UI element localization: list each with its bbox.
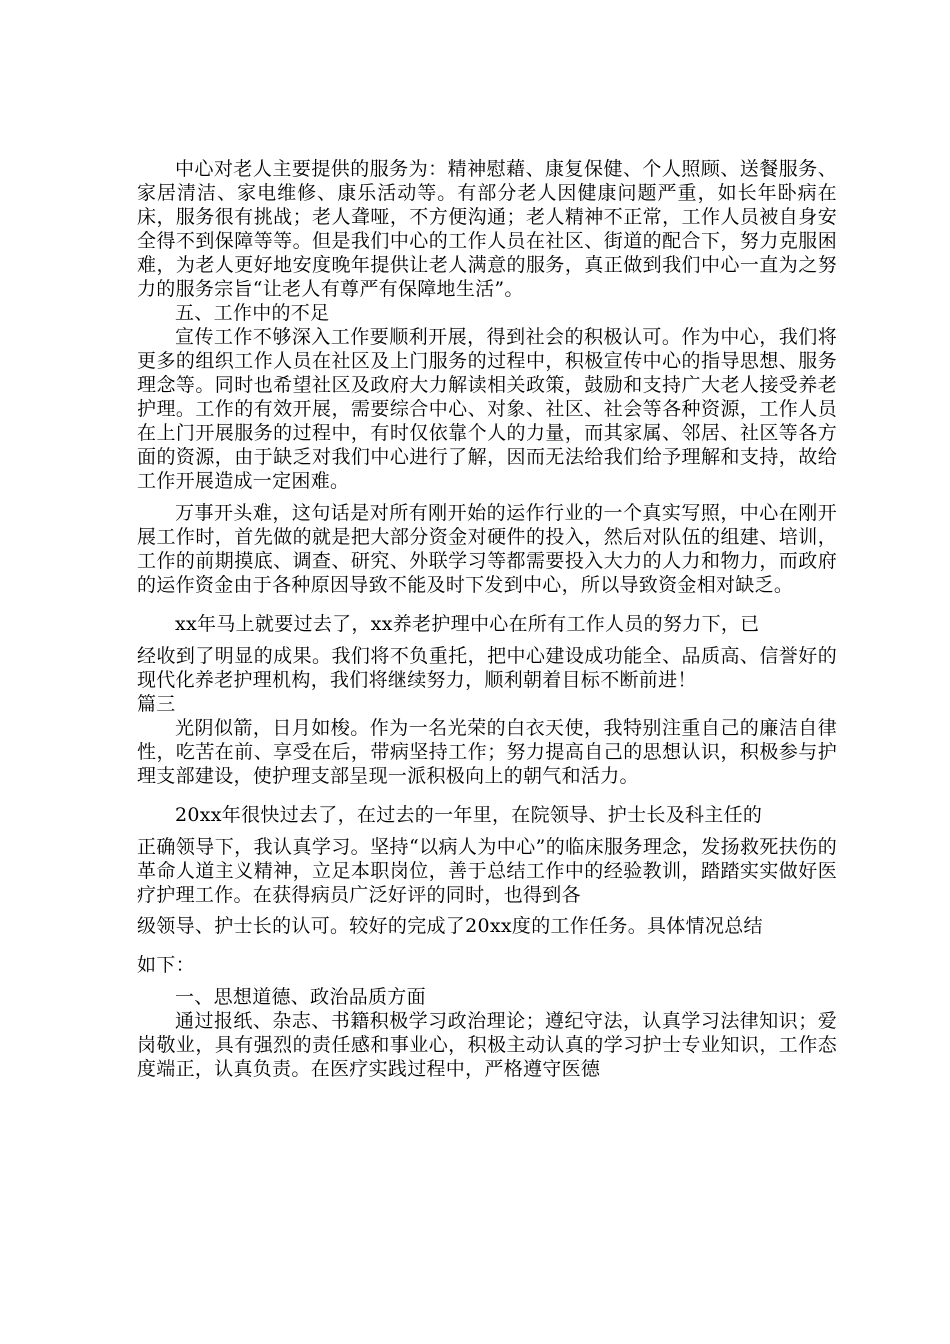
paragraph-year-end <box>137 605 837 644</box>
paragraph-funding: 万事开头难，这句话是对所有刚开始的运作行业的一个真实写照，中心在刚开展工作时，首先做的就是把大部分资金对硬件的投入，然后对队伍的组建、培训，工作的前期摸底、调查、研究、外联学习等都需要投入大力的人力和物力，而政府的运作资金由于各种原因导致不能及时下发到中心，所以导致资金相对缺乏。 <box>137 502 837 596</box>
document-page <box>137 157 837 1081</box>
paragraph-past-year <box>137 796 837 835</box>
heading-shortcomings: 五、工作中的不足 <box>175 302 330 324</box>
paragraph-services: 中心对老人主要提供的服务为：精神慰藉、康复保健、个人照顾、送餐服务、家居清洁、家电维修、康乐活动等。有部分老人因健康问题严重，如长年卧病在床，服务很有挑战；老人聋哑，不方便沟通；老人精神不正常，工作人员被自身安全得不到保障等等。但是我们中心的工作人员在社区、街道的配合下，努力克服困难，为老人更好地安度晚年提供让老人满意的服务，真正做到我们中心一直为之努力的服务宗旨“让老人有尊严有保障地生活”。 <box>137 158 837 300</box>
paragraph-year-end-line: xx年马上就要过去了，xx养老护理中心在所有工作人员的努力下，已 <box>175 613 760 635</box>
paragraph-recognition-line: 级领导、护士长的认可。较好的完成了20xx度的工作任务。具体情况总结 <box>137 915 763 937</box>
heading-ethics: 一、思想道德、政治品质方面 <box>175 986 426 1008</box>
section-label: 篇三 <box>137 693 176 715</box>
paragraph-time-flies: 光阴似箭，日月如梭。作为一名光荣的白衣天使，我特别注重自己的廉洁自律性，吃苦在前、享受在后，带病坚持工作；努力提高自己的思想认识，积极参与护理支部建设，使护理支部呈现一派积极向上的朝气和活力。 <box>137 717 837 787</box>
paragraph-study: 通过报纸、杂志、书籍积极学习政治理论；遵纪守法，认真学习法律知识；爱岗敬业，具有强烈的责任感和事业心，积极主动认真的学习护士专业知识，工作态度端正，认真负责。在医疗实践过程中，严格遵守医德 <box>137 1010 837 1080</box>
paragraph-publicity: 宣传工作不够深入工作要顺利开展，得到社会的积极认可。作为中心，我们将更多的组织工作人员在社区及上门服务的过程中，积极宣传中心的指导思想、服务理念等。同时也希望社区及政府大力解读相关政策，鼓励和支持广大老人接受养老护理。工作的有效开展，需要综合中心、对象、社区、社会等各种资源，工作人员在上门开展服务的过程中，有时仅依靠个人的力量，而其家属、邻居、社区等各方面的资源，由于缺乏对我们中心进行了解，因而无法给我们给予理解和支持，故给工作开展造成一定困难。 <box>137 326 837 492</box>
paragraph-as-follows-line: 如下： <box>137 954 195 976</box>
paragraph-recognition <box>137 907 837 946</box>
paragraph-as-follows <box>137 946 837 985</box>
paragraph-past-year-line: 20xx年很快过去了，在过去的一年里，在院领导、护士长及科主任的 <box>175 804 763 826</box>
paragraph-leadership: 正确领导下，我认真学习。坚持“以病人为中心”的临床服务理念，发扬救死扶伤的革命人道主义精神，立足本职岗位，善于总结工作中的经验教训，踏踏实实做好医疗护理工作。在获得病员广泛好评的同时，也得到各 <box>137 836 837 906</box>
paragraph-achievements: 经收到了明显的成果。我们将不负重托，把中心建设成功能全、品质高、信誉好的现代化养老护理机构，我们将继续努力，顺利朝着目标不断前进！ <box>137 645 837 691</box>
